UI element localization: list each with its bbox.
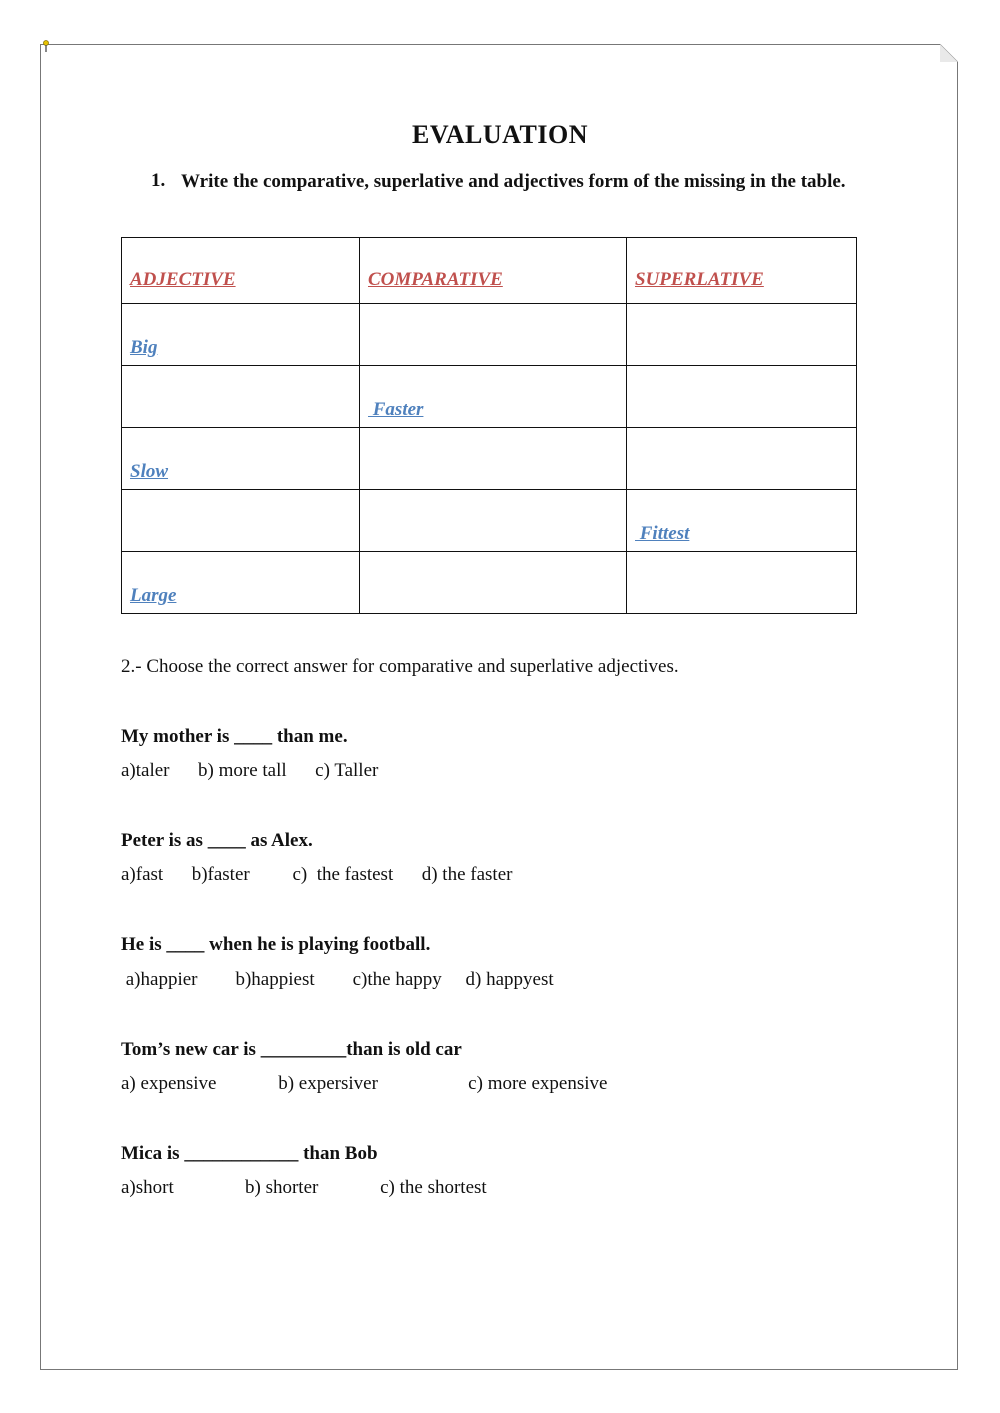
table-cell[interactable] [627,552,857,614]
table-cell[interactable] [360,428,627,490]
header-comparative: COMPARATIVE [360,238,627,304]
answer-options[interactable]: a)short b) shorter c) the shortest [121,1177,487,1198]
question-prompt: My mother is ____ than me. [121,726,348,747]
table-cell[interactable] [122,366,360,428]
table-cell[interactable]: Big [122,304,360,366]
table-cell[interactable]: Faster [360,366,627,428]
header-adjective: ADJECTIVE [122,238,360,304]
answer-options[interactable]: a) expensive b) expersiver c) more expensive [121,1073,608,1094]
question-prompt: Tom’s new car is _________than is old car [121,1039,462,1060]
table-cell[interactable] [360,490,627,552]
table-row [122,428,857,490]
table-cell[interactable] [360,552,627,614]
table-cell[interactable] [360,304,627,366]
question1-number: 1. [151,170,166,191]
page-title: EVALUATION [412,120,588,149]
table-cell[interactable] [627,428,857,490]
table-row [122,552,857,614]
table-cell[interactable] [627,366,857,428]
answer-options[interactable]: a)taler b) more tall c) Taller [121,760,379,781]
adjective-forms-table [121,237,857,614]
page-corner-fold [940,44,958,62]
header-superlative: SUPERLATIVE [627,238,857,304]
pin-icon [43,40,49,52]
table-row [122,490,857,552]
table-cell[interactable]: Large [122,552,360,614]
question-prompt: Peter is as ____ as Alex. [121,830,313,851]
table-row [122,304,857,366]
question-prompt: Mica is ____________ than Bob [121,1143,378,1164]
table-cell[interactable] [122,490,360,552]
table-cell[interactable]: Slow [122,428,360,490]
table-header-row [122,238,857,304]
table-cell[interactable] [627,304,857,366]
answer-options[interactable]: a)happier b)happiest c)the happy d) happyest [121,969,554,990]
table-row [122,366,857,428]
table-cell[interactable]: Fittest [627,490,857,552]
question2-text: 2.- Choose the correct answer for comparative and superlative adjectives. [121,656,679,677]
answer-options[interactable]: a)fast b)faster c) the fastest d) the faster [121,864,513,885]
question-prompt: He is ____ when he is playing football. [121,934,431,955]
question1-text: Write the comparative, superlative and adjectives form of the missing in the table. [181,171,846,192]
